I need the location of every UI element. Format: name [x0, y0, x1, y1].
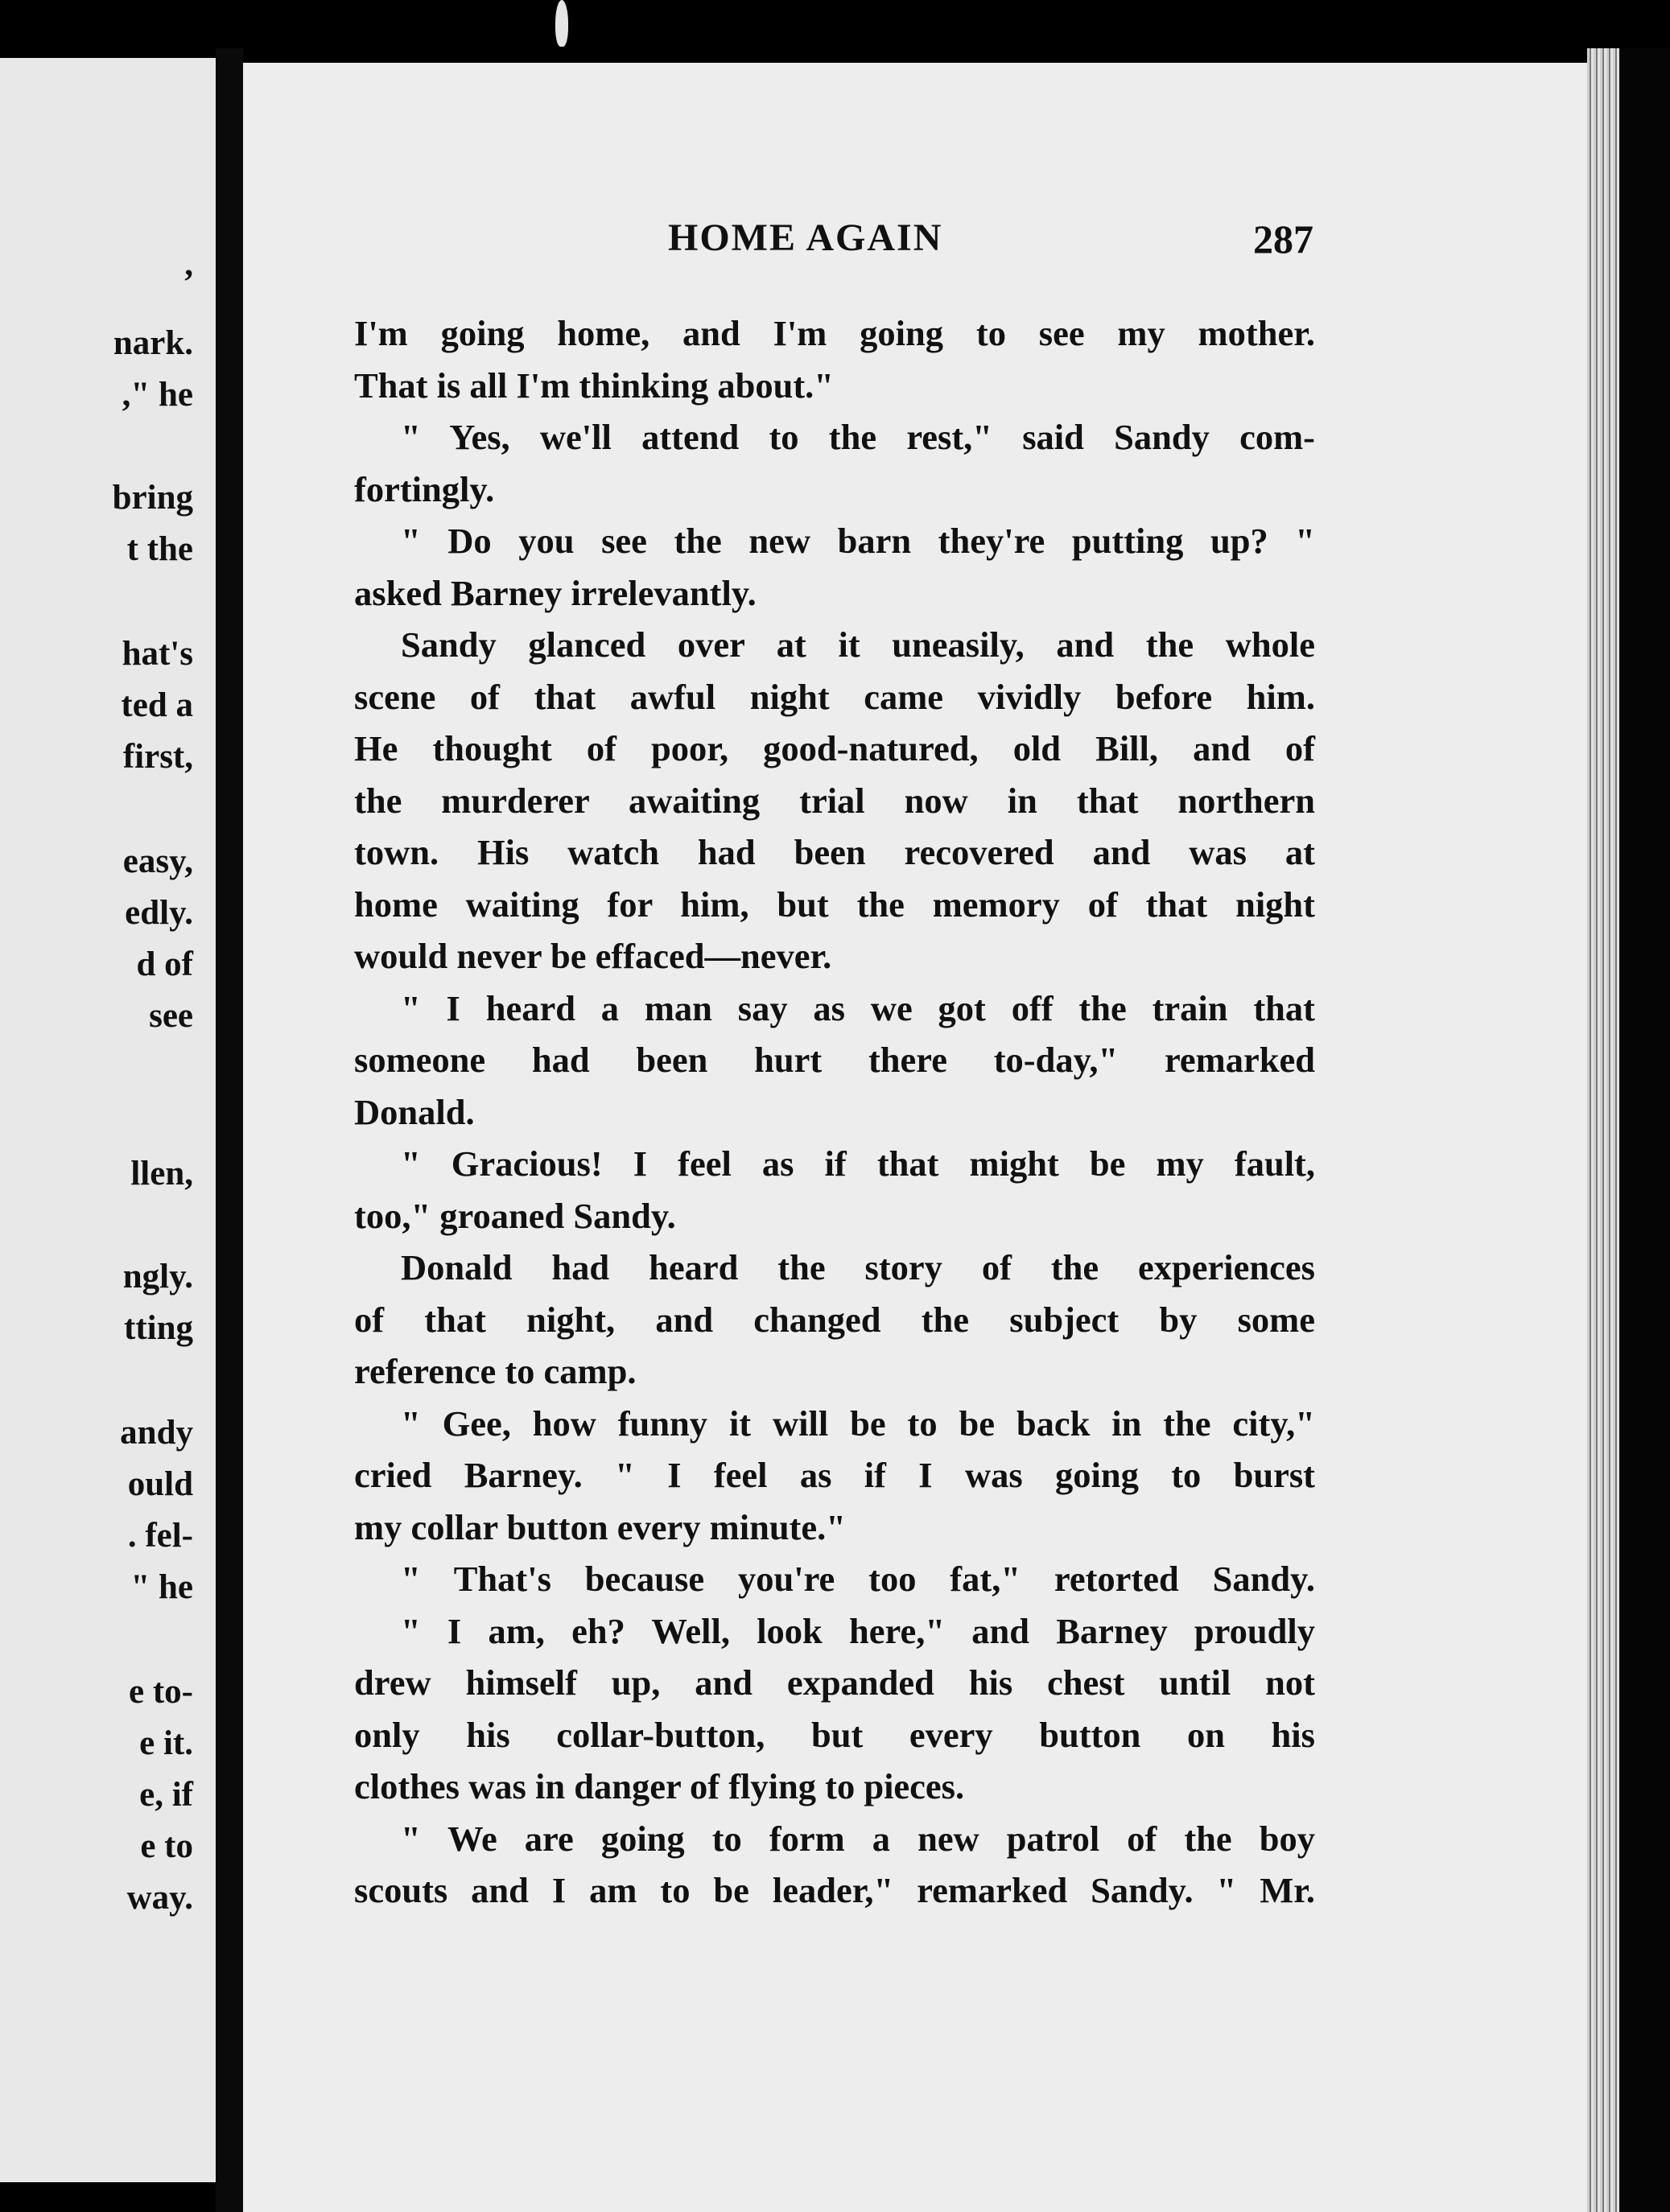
page-header	[243, 216, 1313, 272]
text-line: Donald had heard the story of the experiences	[401, 1247, 1315, 1287]
text-line: clothes was in danger of flying to pieces.	[354, 1766, 965, 1806]
left-fragment: e it.	[139, 1724, 193, 1762]
text-line: of that night, and changed the subject by some	[354, 1299, 1315, 1340]
text-line: only his collar-button, but every button on his	[354, 1714, 1315, 1755]
text-line: cried Barney. " I feel as if I was going to burst	[354, 1455, 1315, 1495]
text-line: asked Barney irrelevantly.	[354, 572, 757, 613]
left-fragment: d of	[136, 945, 193, 983]
left-fragment: ," he	[122, 376, 193, 414]
text-line: scouts and I am to be leader," remarked Sandy. " Mr.	[354, 1870, 1315, 1910]
scan-speck	[555, 0, 568, 47]
left-fragment: ted a	[121, 686, 193, 724]
left-fragment: tting	[124, 1309, 193, 1347]
left-fragment: " he	[130, 1568, 193, 1606]
text-line: fortingly.	[354, 468, 495, 509]
text-line: " We are going to form a new patrol of the boy	[401, 1818, 1315, 1859]
text-line: home waiting for him, but the memory of that night	[354, 884, 1315, 925]
body-text	[354, 307, 1315, 1917]
left-fragment: e, if	[139, 1776, 193, 1814]
text-line: " I am, eh? Well, look here," and Barney proudly	[401, 1610, 1315, 1651]
left-fragment: easy,	[122, 842, 193, 880]
left-fragment: e to	[140, 1827, 193, 1865]
text-line: too," groaned Sandy.	[354, 1195, 676, 1236]
left-fragment: nark.	[113, 324, 193, 362]
text-line: " Gracious! I feel as if that might be my fault,	[401, 1143, 1315, 1184]
scan-border	[1619, 48, 1670, 2212]
running-title: HOME AGAIN	[668, 216, 943, 259]
text-line: " Gee, how funny it will be to be back in the city,"	[401, 1403, 1315, 1444]
left-fragment: hat's	[122, 635, 193, 673]
left-fragment: andy	[120, 1414, 193, 1452]
text-line: " That's because you're too fat," retorted Sandy.	[401, 1559, 1315, 1599]
left-fragment: e to-	[129, 1673, 193, 1711]
left-fragment: . fel-	[127, 1517, 193, 1555]
left-fragment: ngly.	[122, 1258, 193, 1295]
left-fragment: way.	[126, 1879, 193, 1917]
left-page-text-fragments	[0, 58, 216, 2182]
text-line: scene of that awful night came vividly before him.	[354, 676, 1315, 717]
text-line: " I heard a man say as we got off the train that	[401, 987, 1315, 1028]
left-fragment: see	[149, 997, 193, 1035]
left-fragment: ,	[184, 245, 193, 283]
left-fragment: first,	[122, 738, 193, 776]
text-line: would never be effaced—never.	[354, 936, 832, 976]
left-fragment: edly.	[125, 894, 193, 932]
text-line: " Do you see the new barn they're putting up? "	[401, 521, 1315, 561]
text-line: " Yes, we'll attend to the rest," said Sandy com-	[401, 417, 1315, 457]
text-line: town. His watch had been recovered and was at	[354, 832, 1315, 872]
page-edges	[1587, 48, 1619, 2212]
text-line: That is all I'm thinking about."	[354, 365, 834, 406]
text-line: I'm going home, and I'm going to see my mother.	[354, 313, 1315, 353]
text-line: reference to camp.	[354, 1351, 637, 1391]
text-line: drew himself up, and expanded his chest until not	[354, 1662, 1315, 1703]
text-line: Donald.	[354, 1091, 475, 1132]
book-gutter	[216, 48, 243, 2212]
text-line: someone had been hurt there to-day," remarked	[354, 1040, 1315, 1080]
left-fragment: t the	[126, 530, 193, 568]
text-line: my collar button every minute."	[354, 1506, 846, 1547]
left-fragment: llen,	[130, 1155, 193, 1193]
left-fragment: bring	[112, 479, 193, 517]
text-line: He thought of poor, good-natured, old Bill, and of	[354, 728, 1315, 768]
text-line: Sandy glanced over at it uneasily, and the whole	[401, 624, 1315, 665]
page-number: 287	[1253, 216, 1313, 262]
left-fragment: ould	[127, 1465, 193, 1503]
left-page	[0, 58, 216, 2182]
text-line: the murderer awaiting trial now in that northern	[354, 780, 1315, 821]
